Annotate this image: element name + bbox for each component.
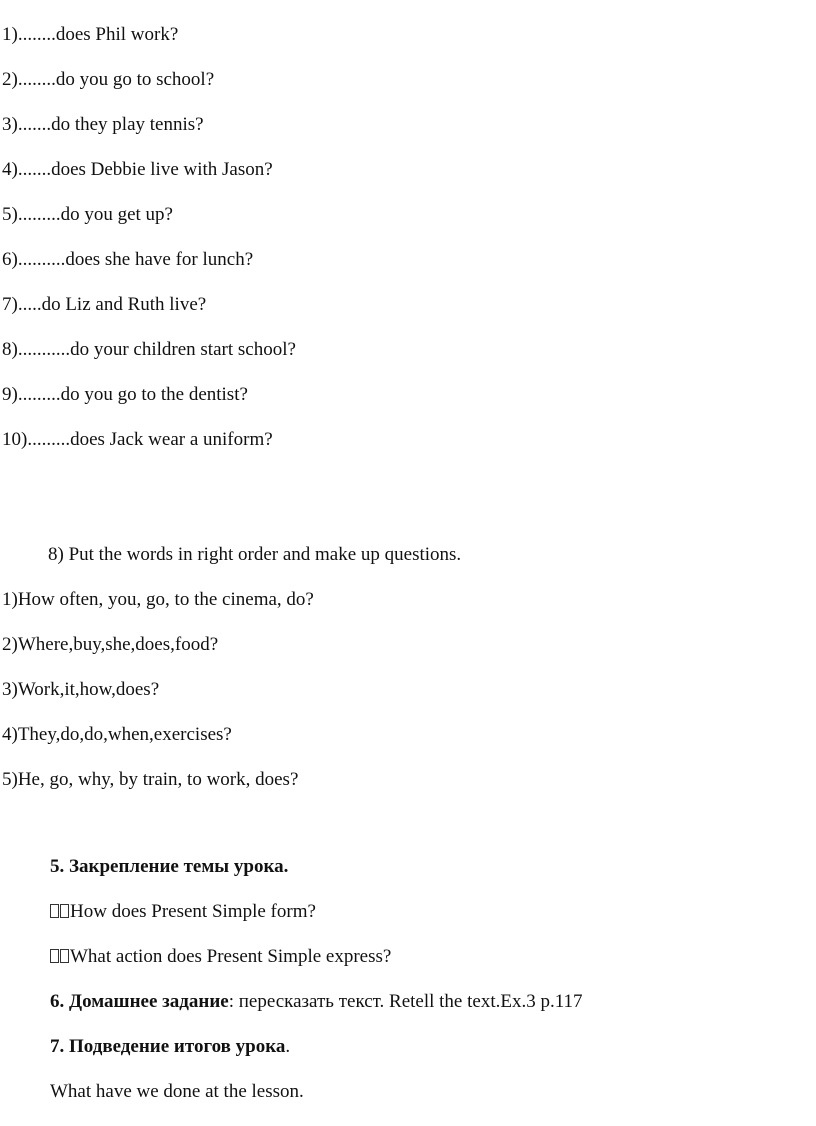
question-1: 1)........does Phil work? <box>2 24 179 45</box>
question-5: 5).........do you get up? <box>2 204 173 225</box>
section5-heading: 5. Закрепление темы урока. <box>50 856 289 877</box>
section5-bullet-1-text: How does Present Simple form? <box>70 901 316 922</box>
section5-bullet-1 <box>50 901 316 923</box>
section7-heading: 7. Подведение итогов урока <box>50 1036 286 1057</box>
task8-item-1: 1)How often, you, go, to the cinema, do? <box>2 589 314 610</box>
checkbox-glyph-icon <box>60 904 69 918</box>
section7-line <box>50 1036 290 1058</box>
question-9: 9).........do you go to the dentist? <box>2 384 248 405</box>
question-8: 8)...........do your children start school? <box>2 339 296 360</box>
section5-bullet-2-text: What action does Present Simple express? <box>70 946 392 967</box>
task8-item-5: 5)He, go, why, by train, to work, does? <box>2 769 299 790</box>
task8-item-2: 2)Where,buy,she,does,food? <box>2 634 219 655</box>
checkbox-glyph-icon <box>50 949 59 963</box>
question-7: 7).....do Liz and Ruth live? <box>2 294 207 315</box>
task8-heading: 8) Put the words in right order and make up questions. <box>48 544 462 565</box>
question-2: 2)........do you go to school? <box>2 69 215 90</box>
section6-heading: 6. Домашнее задание <box>50 991 229 1012</box>
question-3: 3).......do they play tennis? <box>2 114 204 135</box>
checkbox-glyph-icon <box>60 949 69 963</box>
question-4: 4).......does Debbie live with Jason? <box>2 159 273 180</box>
task8-item-3: 3)Work,it,how,does? <box>2 679 160 700</box>
checkbox-glyph-icon <box>50 904 59 918</box>
section7-heading-end: . <box>285 1036 291 1057</box>
section6-line <box>50 991 583 1013</box>
section7-text: What have we done at the lesson. <box>50 1081 304 1102</box>
question-10: 10).........does Jack wear a uniform? <box>2 429 273 450</box>
question-6: 6)..........does she have for lunch? <box>2 249 254 270</box>
section6-text: : пересказать текст. Retell the text.Ex.3 p.117 <box>228 991 583 1012</box>
section5-bullet-2 <box>50 946 391 968</box>
task8-item-4: 4)They,do,do,when,exercises? <box>2 724 232 745</box>
